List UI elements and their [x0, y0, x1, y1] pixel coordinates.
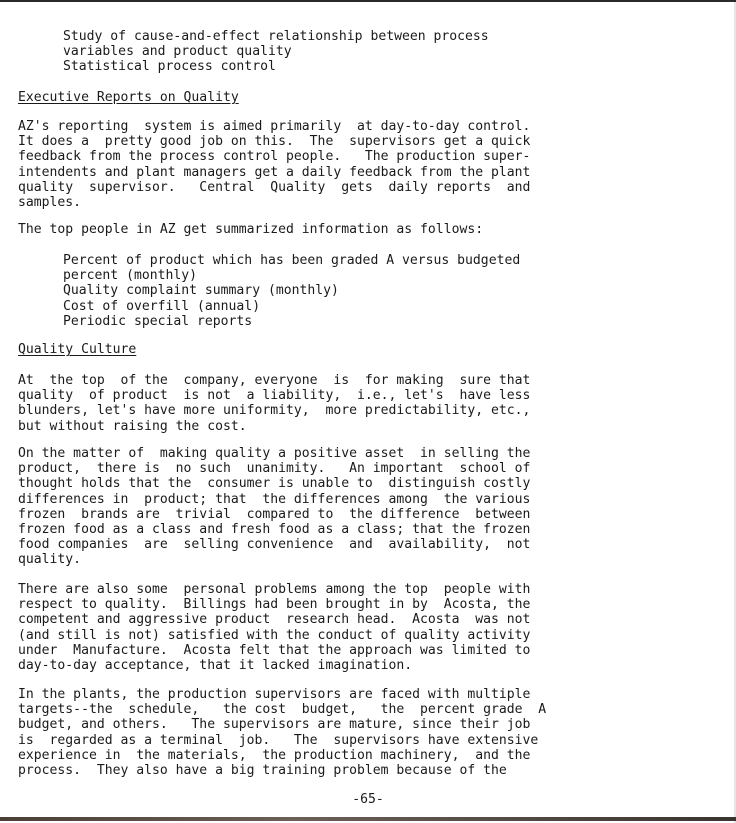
text-line: blunders, let's have more uniformity, more predictability, etc.,: [18, 403, 531, 419]
text-line: In the plants, the production supervisors are faced with multiple: [18, 687, 531, 702]
text-line: At the top of the company, everyone is for making sure that: [18, 373, 531, 388]
text-line: samples.: [18, 195, 82, 211]
text-line: quality supervisor. Central Quality gets daily reports and: [18, 179, 531, 195]
paragraph-culture-3: [18, 582, 608, 673]
text-line: frozen brands are trivial compared to the difference between: [18, 506, 531, 522]
text-line: under Manufacture. Acosta felt that the approach was limited to: [18, 642, 531, 658]
text-line: is regarded as a terminal job. The supervisors have extensive: [18, 732, 539, 748]
text-line: but without raising the cost.: [18, 418, 247, 434]
list-item: Cost of overfill (annual): [63, 298, 261, 314]
text-line: intendents and plant managers get a daily feedback from the plant: [18, 164, 531, 180]
text-line: There are also some personal problems among the top people with: [18, 582, 531, 597]
text-line: budget, and others. The supervisors are mature, since their job: [18, 717, 531, 733]
section-heading-executive-reports: Executive Reports on Quality: [18, 90, 239, 105]
text-line: competent and aggressive product research head. Acosta was not: [18, 612, 531, 628]
paragraph-culture-4: [18, 687, 608, 778]
list-item: variables and product quality: [63, 44, 292, 60]
list-item: Statistical process control: [63, 59, 276, 75]
summary-list: [63, 253, 603, 329]
text-line: It does a pretty good job on this. The supervisors get a quick: [18, 134, 531, 150]
text-line: targets--the schedule, the cost budget, the percent grade A: [18, 702, 547, 718]
text-line: AZ's reporting system is aimed primarily at day-to-day control.: [18, 119, 531, 134]
text-line: quality.: [18, 552, 82, 568]
text-line: product, there is no such unanimity. An important school of: [18, 461, 531, 477]
list-item: Periodic special reports: [63, 313, 253, 329]
page-number: -65-: [352, 792, 384, 807]
text-line: On the matter of making quality a positive asset in selling the: [18, 446, 531, 461]
list-item: percent (monthly): [63, 268, 198, 284]
text-line: respect to quality. Billings had been brought in by Acosta, the: [18, 597, 531, 613]
text-line: process. They also have a big training problem because of the: [18, 763, 507, 779]
scan-bottom-edge: [0, 817, 736, 821]
text-line: (and still is not) satisfied with the conduct of quality activity: [18, 627, 531, 643]
paragraph-top-people: [18, 222, 608, 237]
text-line: feedback from the process control people. The production super-: [18, 149, 531, 165]
list-item: Percent of product which has been graded A versus budgeted: [63, 253, 521, 268]
topic-list: [63, 29, 603, 75]
text-line: frozen food as a class and fresh food as a class; that the frozen: [18, 522, 531, 538]
text-line: experience in the materials, the production machinery, and the: [18, 747, 531, 763]
paragraph-culture-1: [18, 373, 608, 434]
list-item: Quality complaint summary (monthly): [63, 283, 339, 299]
list-item: Study of cause-and-effect relationship between process: [63, 29, 489, 44]
paragraph-culture-2: [18, 446, 608, 568]
text-line: day-to-day acceptance, that it lacked imagination.: [18, 658, 413, 674]
text-line: thought holds that the consumer is unable to distinguish costly: [18, 476, 531, 492]
section-heading-quality-culture: Quality Culture: [18, 342, 137, 357]
text-line: food companies are selling convenience and availability, not: [18, 537, 531, 553]
paragraph-executive-reports: [18, 119, 608, 210]
text-line: quality of product is not a liability, i.e., let's have less: [18, 388, 531, 404]
text-line: differences in product; that the differences among the various: [18, 491, 531, 507]
text-line: The top people in AZ get summarized information as follows:: [18, 222, 484, 237]
